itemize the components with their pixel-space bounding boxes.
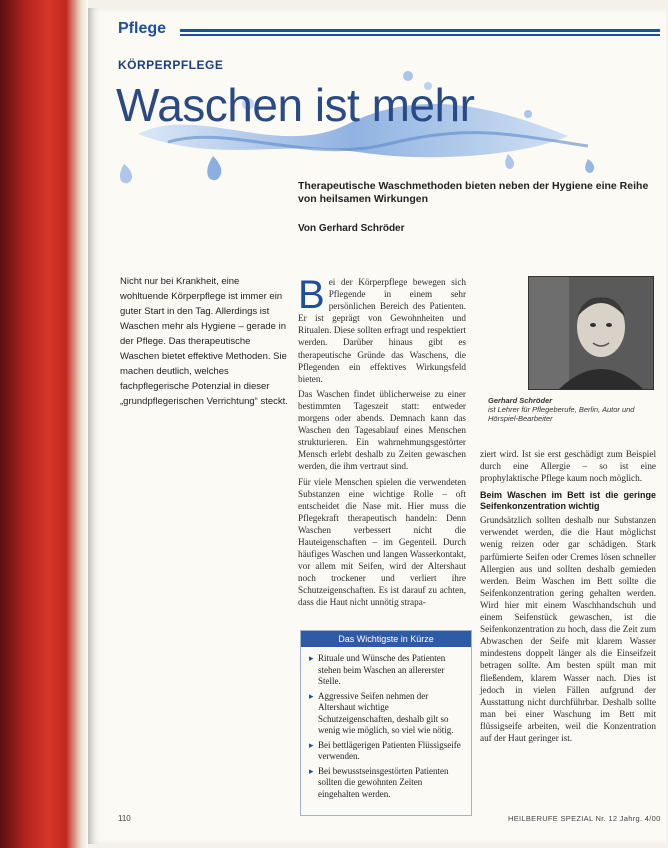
header-rule bbox=[180, 29, 660, 36]
body-paragraph: Grundsätzlich sollten deshalb nur Substanzen verwendet werden, die die Haut möglichst wenig reizen oder gar schädigen. Stark parfümierte Seifen oder Cremes lösen schneller Allergien aus und sollten deshalb gemieden werden. Beim Waschen im Bett sollte die Seifenkonzentration gering gehalten werden. Wird hier mit einem Waschhandschuh und einem Seifenstück gewaschen, ist die Seifenkonzentration zu hoch, dass die Zeit zum Abwaschen der Seife mit klarem Wasser mindestens doppelt länger als die Einseifzeit betragen sollte. Am besten spült man mit fließendem, klarem Wasser nach. Dies ist jedoch in vielen Fällen aufgrund der Ausstattung nicht durchführbar. Deshalb sollte man bei einer Waschung im Bett mit flüssigseife arbeiten, weil die Konzentration auf der Haut geringer ist. bbox=[480, 515, 656, 743]
drop-cap: B bbox=[298, 273, 325, 317]
author-photo bbox=[528, 276, 654, 390]
summary-item: ▸ Bei bettlägerigen Patienten Flüssigseife verwenden. bbox=[309, 740, 465, 763]
article-subtitle: Therapeutische Waschmethoden bieten neben der Hygiene eine Reihe von heilsamen Wirkungen bbox=[298, 180, 649, 205]
summary-item: ▸ Bei bewusstseinsgestörten Patienten sollten die gewohnten Zeiten eingehalten werden. bbox=[309, 766, 465, 801]
body-column-right bbox=[480, 448, 656, 747]
summary-list bbox=[309, 653, 465, 800]
magazine-page bbox=[88, 8, 666, 844]
author-portrait-icon bbox=[529, 277, 653, 389]
journal-footer: HEILBERUFE SPEZIAL Nr. 12 Jahrg. 4/00 bbox=[508, 814, 661, 823]
body-paragraph: Das Waschen findet üblicherweise zu einer bestimmten Tageszeit statt: entweder morgens oder abends. Demnach kann das Waschen den Tagesablauf eines Menschen strukturieren. Ein wahrnehmungsgestörter Mensch erlebt deshalb zu Zeiten gewaschen werden, die ihm vertraut sind. bbox=[298, 388, 466, 472]
article-author: Von Gerhard Schröder bbox=[298, 223, 405, 234]
body-column-middle bbox=[298, 273, 466, 612]
intro-teaser: Nicht nur bei Krankheit, eine wohltuende Körperpflege ist immer ein guter Start in den Tag. Allerdings ist Waschen mehr als Hygiene – gerade in der Pflege. Das therapeutische Waschen bietet effektive Methoden. Sie machen deutlich, welches fachpflegerische Potenzial in dieser „grundpflegerischen Verrichtung“ steckt. bbox=[120, 276, 288, 407]
section-heading: Beim Waschen im Bett ist die geringe Seifenkonzentration wichtig bbox=[480, 490, 656, 512]
section-label: Pflege bbox=[118, 20, 167, 37]
caption-role: ist Lehrer für Pflegeberufe, Berlin, Autor und Hörspiel-Bearbeiter bbox=[488, 405, 635, 423]
photo-caption bbox=[488, 396, 658, 423]
page-number: 110 bbox=[118, 814, 131, 823]
article-title: Waschen ist mehr bbox=[116, 79, 475, 131]
book-spine-edge bbox=[0, 0, 88, 848]
summary-item: ▸ Rituale und Wünsche des Patienten stehen beim Waschen an allererster Stelle. bbox=[309, 653, 465, 688]
caption-name: Gerhard Schröder bbox=[488, 396, 553, 405]
summary-item: ▸ Aggressive Seifen nehmen der Altershaut wichtige Schutzeigenschaften, deshalb gilt so wenig wie möglich, so viel wie nötig. bbox=[309, 691, 465, 737]
summary-box-title: Das Wichtigste in Kürze bbox=[301, 631, 471, 647]
body-paragraph: ei der Körperpflege bewegen sich Pflegende in einem sehr persönlichen Bereich des Patienten. Er ist geprägt von Gewohnheiten und Ritualen. Diese sollten erfragt und respektiert werden. Darüber hinaus gibt es therapeutische Gründe das Waschens, die Pflegenden ein effektives Wirkungsfeld bieten. bbox=[298, 277, 466, 384]
kicker: KÖRPERPFLEGE bbox=[118, 58, 224, 72]
body-paragraph: ziert wird. Ist sie erst geschädigt zum Beispiel durch eine Allergie – so ist eine prophylaktische Pflege kaum noch möglich. bbox=[480, 449, 656, 484]
summary-box bbox=[300, 630, 472, 816]
body-paragraph: Für viele Menschen spielen die verwendeten Substanzen eine wichtige Rolle – oft entscheidet die Nase mit. Hier muss die Pflegekraft therapeutisch handeln: Denn Waschen verbessert nicht die Hauteigenschaften – im Gegenteil. Durch häufiges Waschen und langen Wasserkontakt, vor allem mit Seifen, wird der Altershaut noch trockener und verliert ihre Schutzeigenschaften. Es ist darauf zu achten, dass die Haut nicht unnötig strapa- bbox=[298, 476, 466, 608]
